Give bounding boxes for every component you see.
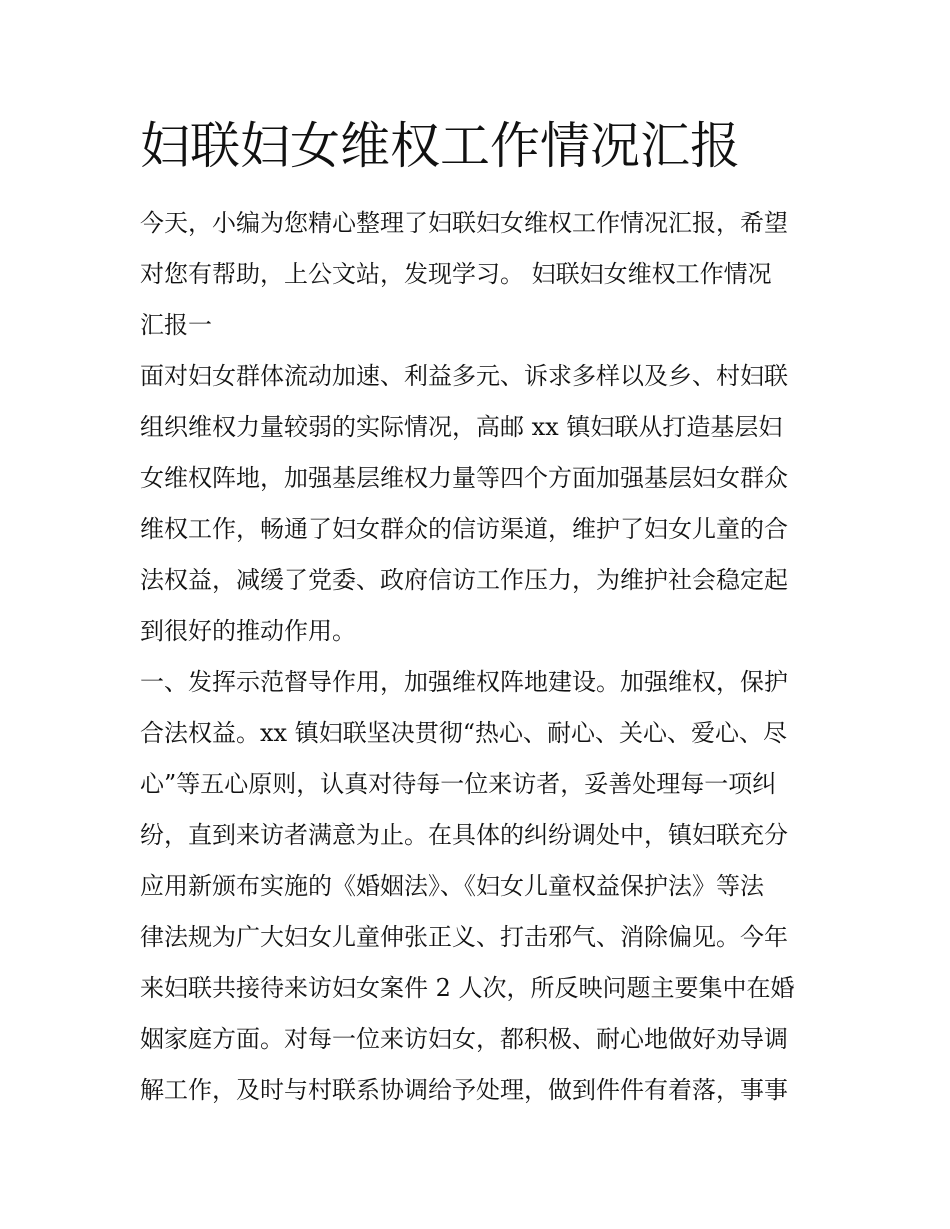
document-title: 妇联妇女维权工作情况汇报: [140, 117, 740, 175]
body-line: 面对妇女群体流动加速、利益多元、诉求多样以及乡、村妇联: [140, 362, 788, 390]
body-line: 今天，小编为您精心整理了妇联妇女维权工作情况汇报，希望: [140, 209, 788, 237]
body-line: 来妇联共接待来访妇女案件 2 人次，所反映问题主要集中在婚: [140, 974, 795, 1002]
body-line: 汇报一: [140, 311, 212, 339]
body-line: 律法规为广大妇女儿童伸张正义、打击邪气、消除偏见。今年: [140, 923, 788, 951]
body-line: 姻家庭方面。对每一位来访妇女，都积极、耐心地做好劝导调: [140, 1025, 788, 1053]
body-line: 应用新颁布实施的《婚姻法》、《妇女儿童权益保护法》等法: [140, 872, 764, 900]
body-line: 合法权益。xx 镇妇联坚决贯彻“热心、耐心、关心、爱心、尽: [140, 719, 787, 747]
body-line: 解工作，及时与村联系协调给予处理，做到件件有着落，事事: [140, 1076, 788, 1104]
body-line: 维权工作，畅通了妇女群众的信访渠道，维护了妇女儿童的合: [140, 515, 788, 543]
body-line: 对您有帮助，上公文站，发现学习。 妇联妇女维权工作情况: [140, 260, 772, 288]
body-line: 法权益，减缓了党委、政府信访工作压力，为维护社会稳定起: [140, 566, 788, 594]
body-line: 组织维权力量较弱的实际情况，高邮 xx 镇妇联从打造基层妇: [140, 413, 783, 441]
document-body: [140, 198, 820, 1116]
body-line: 女维权阵地，加强基层维权力量等四个方面加强基层妇女群众: [140, 464, 788, 492]
body-line: 一、发挥示范督导作用，加强维权阵地建设。加强维权，保护: [140, 668, 788, 696]
body-line: 心”等五心原则，认真对待每一位来访者，妥善处理每一项纠: [140, 770, 777, 798]
body-line: 到很好的推动作用。: [140, 617, 356, 645]
body-line: 纷，直到来访者满意为止。在具体的纠纷调处中，镇妇联充分: [140, 821, 788, 849]
